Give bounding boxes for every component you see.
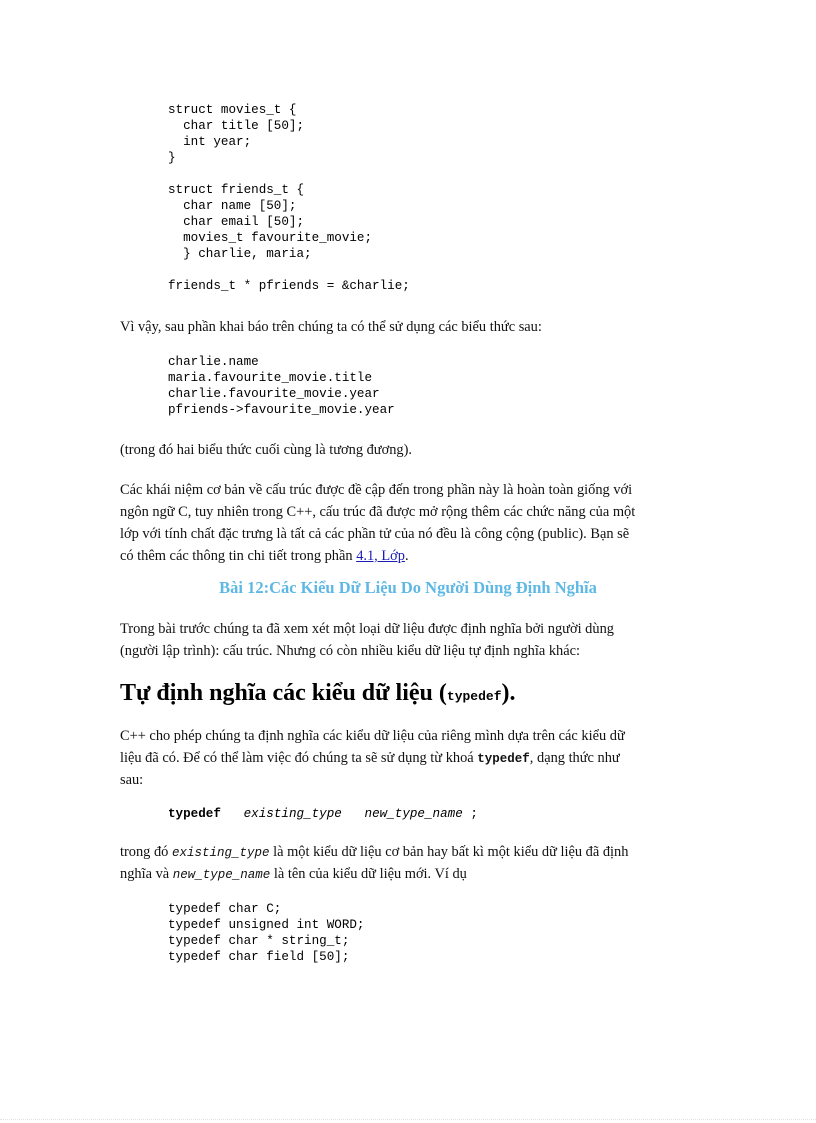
code-line: charlie.name	[168, 355, 259, 369]
lesson-title: Bài 12:Các Kiểu Dữ Liệu Do Người Dùng Định Nghĩa	[219, 578, 597, 597]
code-line: }	[168, 151, 176, 165]
syntax-keyword: typedef	[168, 807, 221, 821]
paragraph-line: ngôn ngữ C, tuy nhiên trong C++, cấu trúc đã được mở rộng thêm các chức năng của một	[120, 504, 636, 520]
paragraph-line: Các khái niệm cơ bản về cấu trúc được đề cập đến trong phần này là hoàn toàn giống với	[120, 482, 633, 498]
code-line: charlie.favourite_movie.year	[168, 387, 380, 401]
paragraph-line: (trong đó hai biểu thức cuối cùng là tương đương).	[120, 442, 412, 458]
heading-end: ).	[501, 680, 516, 706]
code-line: char name [50];	[168, 199, 297, 213]
paragraph-text: liệu đã có. Để có thể làm việc đó chúng ta sẽ sử dụng từ khoá	[120, 750, 478, 766]
code-line: friends_t * pfriends = &charlie;	[168, 279, 410, 293]
syntax-existing-type: existing_type	[243, 807, 342, 821]
code-line: char title [50];	[168, 119, 305, 133]
paragraph-line: C++ cho phép chúng ta định nghĩa các kiểu dữ liệu của riêng mình dựa trên các kiểu dữ	[120, 728, 625, 744]
paragraph-text: trong đó	[120, 844, 172, 860]
paragraph-text: .	[404, 548, 409, 564]
paragraph-text: là một kiểu dữ liệu cơ bản hay bất kì một kiểu dữ liệu đã định	[269, 844, 629, 860]
paragraph-line: Trong bài trước chúng ta đã xem xét một loại dữ liệu được định nghĩa bởi người dùng	[120, 621, 614, 637]
heading-text: Tự định nghĩa các kiểu dữ liệu (	[120, 680, 447, 706]
code-block-struct-definitions	[168, 102, 410, 294]
code-line: typedef char * string_t;	[168, 934, 350, 948]
syntax-new-type-name: new_type_name	[364, 807, 463, 821]
paragraph-line	[120, 747, 692, 769]
inline-code-existing-type: existing_type	[171, 846, 270, 860]
paragraph-line	[120, 863, 692, 885]
code-line: int year;	[168, 135, 252, 149]
paragraph-line: Vì vậy, sau phần khai báo trên chúng ta có thể sử dụng các biểu thức sau:	[120, 319, 542, 335]
inline-code-new-type-name: new_type_name	[172, 868, 271, 882]
code-line: typedef char field [50];	[168, 950, 350, 964]
paragraph-typedef-explanation	[120, 841, 692, 885]
inline-code-keyword: typedef	[477, 752, 530, 766]
code-line: } charlie, maria;	[168, 247, 312, 261]
heading-code: typedef	[446, 689, 502, 704]
paragraph-struct-concepts	[120, 479, 692, 567]
paragraph-line	[120, 841, 692, 863]
code-line	[168, 262, 410, 278]
paragraph-line: (người lập trình): cấu trúc. Nhưng có còn nhiều kiểu dữ liệu tự định nghĩa khác:	[120, 643, 581, 659]
paragraph-line: lớp với tính chất đặc trưng là tất cả các phần tử của nó đều là công cộng (public). Bạn sẽ	[120, 526, 630, 542]
paragraph-text: có thêm các thông tin chi tiết trong phần	[120, 548, 357, 564]
paragraph-text: nghĩa và	[120, 866, 173, 882]
class-section-link[interactable]: 4.1, Lớp	[356, 548, 405, 564]
code-block-typedef-examples	[168, 901, 365, 965]
code-line: movies_t favourite_movie;	[168, 231, 373, 245]
paragraph-line: sau:	[120, 772, 144, 788]
paragraph-text: , dạng thức như	[529, 750, 620, 766]
paragraph-expressions-intro	[120, 316, 692, 338]
paragraph-typedef-intro	[120, 725, 692, 791]
code-line: typedef unsigned int WORD;	[168, 918, 365, 932]
code-block-member-access	[168, 354, 395, 418]
typedef-syntax-line	[168, 806, 478, 822]
paragraph-lesson-intro	[120, 618, 692, 662]
code-line: struct friends_t {	[168, 183, 305, 197]
code-line: typedef char C;	[168, 902, 282, 916]
paragraph-text: là tên của kiểu dữ liệu mới. Ví dụ	[270, 866, 467, 882]
code-line: pfriends->favourite_movie.year	[168, 403, 395, 417]
code-line: char email [50];	[168, 215, 305, 229]
syntax-end: ;	[470, 807, 478, 821]
section-heading	[120, 678, 516, 712]
page-bottom-divider	[0, 1119, 816, 1120]
paragraph-equivalence-note	[120, 439, 692, 461]
code-line	[168, 166, 410, 182]
code-line: struct movies_t {	[168, 103, 297, 117]
paragraph-line	[120, 545, 692, 567]
code-line: maria.favourite_movie.title	[168, 371, 373, 385]
